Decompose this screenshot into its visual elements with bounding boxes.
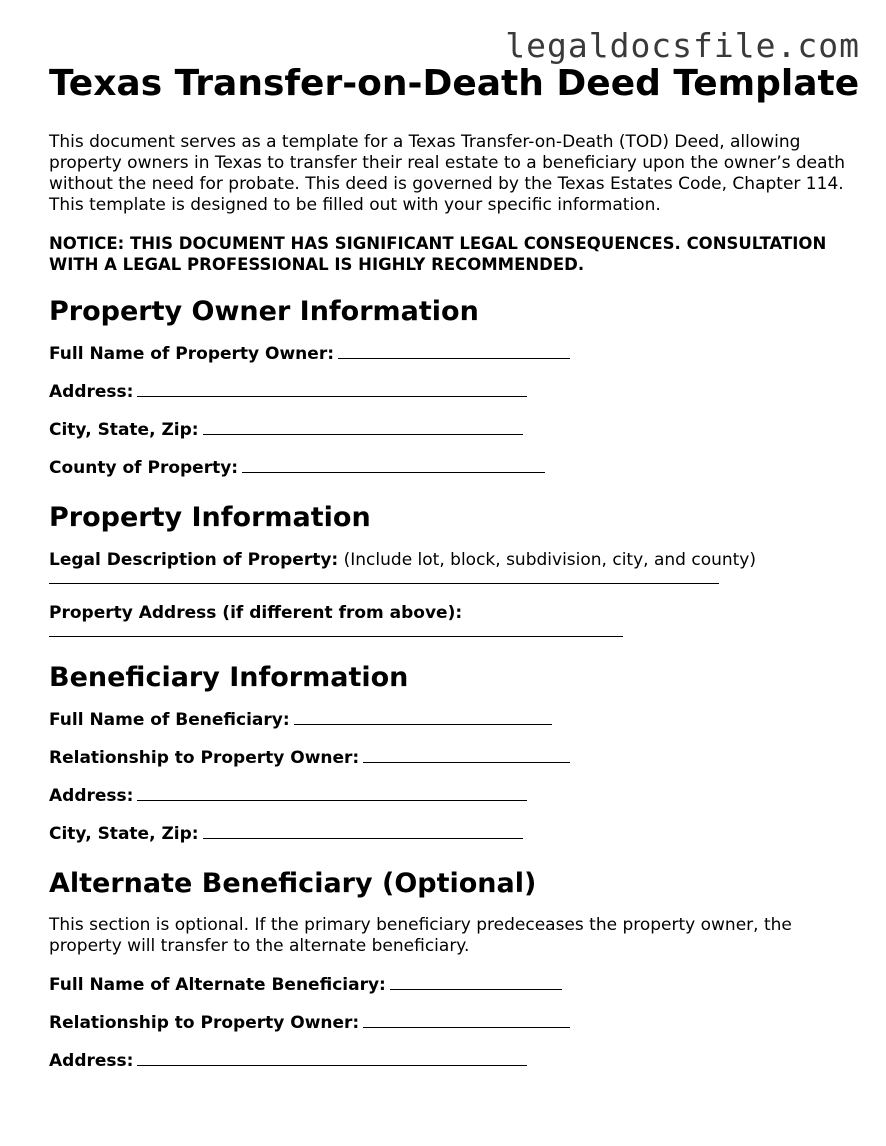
alternate-relationship-label: Relationship to Property Owner: xyxy=(49,1013,360,1033)
beneficiary-address-label: Address: xyxy=(49,786,134,806)
page-title: Texas Transfer-on-Death Deed Template xyxy=(49,63,860,104)
beneficiary-address-field xyxy=(49,785,849,807)
owner-city-state-zip-field xyxy=(49,419,849,441)
beneficiary-city-state-zip-field xyxy=(49,823,849,845)
beneficiary-section-heading: Beneficiary Information xyxy=(49,662,409,693)
owner-full-name-field xyxy=(49,343,849,365)
legal-description-label: Legal Description of Property: xyxy=(49,550,339,570)
alternate-relationship-field xyxy=(49,1012,849,1034)
document-page xyxy=(49,62,860,1088)
owner-city-state-zip-blank[interactable] xyxy=(203,420,523,435)
owner-section-heading: Property Owner Information xyxy=(49,296,479,327)
beneficiary-city-state-zip-label: City, State, Zip: xyxy=(49,824,199,844)
owner-address-blank[interactable] xyxy=(137,382,527,397)
legal-description-field xyxy=(49,549,849,571)
beneficiary-relationship-blank[interactable] xyxy=(363,748,570,763)
owner-address-label: Address: xyxy=(49,382,134,402)
beneficiary-relationship-label: Relationship to Property Owner: xyxy=(49,748,360,768)
beneficiary-full-name-label: Full Name of Beneficiary: xyxy=(49,710,290,730)
alternate-full-name-field xyxy=(49,974,849,996)
owner-full-name-label: Full Name of Property Owner: xyxy=(49,344,334,364)
owner-county-label: County of Property: xyxy=(49,458,239,478)
alternate-description: This section is optional. If the primary beneficiary predeceases the property owner, the property will transfer to the alternate beneficiary. xyxy=(49,915,792,956)
property-section-heading: Property Information xyxy=(49,502,371,533)
owner-county-blank[interactable] xyxy=(242,458,545,473)
alternate-relationship-blank[interactable] xyxy=(363,1013,570,1028)
beneficiary-full-name-field xyxy=(49,709,849,731)
legal-description-hint: (Include lot, block, subdivision, city, and county) xyxy=(343,550,756,570)
beneficiary-relationship-field xyxy=(49,747,849,769)
beneficiary-address-blank[interactable] xyxy=(137,786,527,801)
alternate-address-field xyxy=(49,1050,849,1072)
legal-notice: NOTICE: THIS DOCUMENT HAS SIGNIFICANT LEGAL CONSEQUENCES. CONSULTATION WITH A LEGAL PROFESSIONAL IS HIGHLY RECOMMENDED. xyxy=(49,234,827,274)
property-address-field xyxy=(49,602,849,624)
beneficiary-city-state-zip-blank[interactable] xyxy=(203,824,523,839)
owner-address-field xyxy=(49,381,849,403)
legal-description-blank[interactable] xyxy=(49,573,719,584)
intro-paragraph: This document serves as a template for a Texas Transfer-on-Death (TOD) Deed, allowing property owners in Texas to transfer their real estate to a beneficiary upon the owner’s death without the need for probate. This deed is governed by the Texas Estates Code, Chapter 114. This template is designed to be filled out with your specific information. xyxy=(49,132,846,215)
owner-full-name-blank[interactable] xyxy=(338,344,570,359)
site-watermark: legaldocsfile.com xyxy=(505,26,860,65)
alternate-address-label: Address: xyxy=(49,1051,134,1071)
alternate-section-heading: Alternate Beneficiary (Optional) xyxy=(49,868,537,899)
property-address-blank[interactable] xyxy=(49,626,623,637)
beneficiary-full-name-blank[interactable] xyxy=(294,710,552,725)
owner-county-field xyxy=(49,457,849,479)
alternate-full-name-blank[interactable] xyxy=(390,975,562,990)
alternate-address-blank[interactable] xyxy=(137,1051,527,1066)
owner-city-state-zip-label: City, State, Zip: xyxy=(49,420,199,440)
property-address-label: Property Address (if different from above): xyxy=(49,603,463,623)
alternate-full-name-label: Full Name of Alternate Beneficiary: xyxy=(49,975,386,995)
